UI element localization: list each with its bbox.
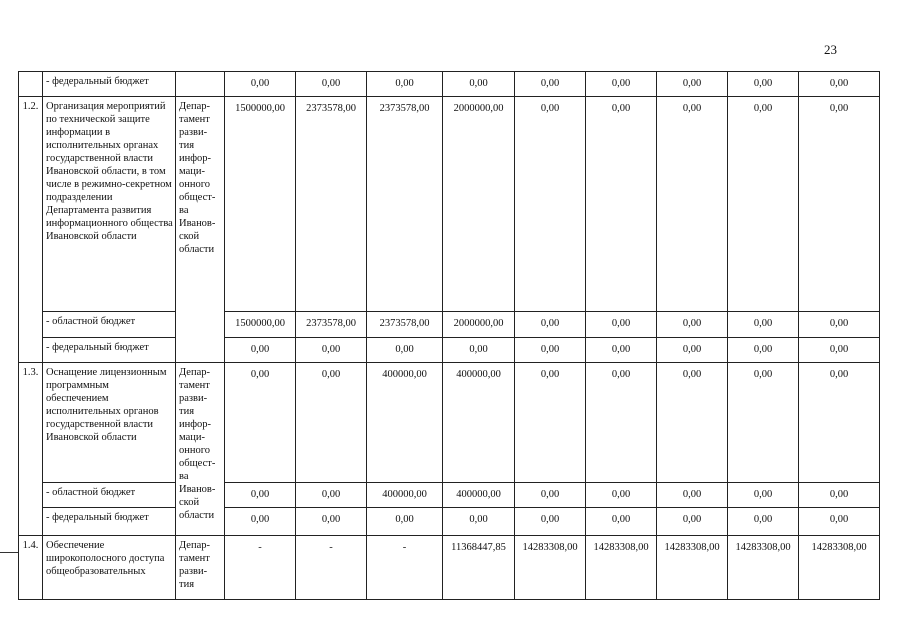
value-cell: 400000,00 xyxy=(443,483,515,508)
value-cell: 0,00 xyxy=(225,363,296,483)
value-cell: 1500000,00 xyxy=(225,97,296,312)
row-responsible xyxy=(176,72,225,97)
value-cell: 0,00 xyxy=(443,338,515,363)
budget-table xyxy=(18,71,880,600)
value-cell: 0,00 xyxy=(728,363,799,483)
value-cell: 2373578,00 xyxy=(367,97,443,312)
value-cell: 400000,00 xyxy=(443,363,515,483)
value-cell: 0,00 xyxy=(367,72,443,97)
value-cell: 0,00 xyxy=(515,508,586,536)
value-cell: 14283308,00 xyxy=(728,536,799,600)
value-cell: 0,00 xyxy=(728,508,799,536)
value-cell: - xyxy=(367,536,443,600)
value-cell: 0,00 xyxy=(443,72,515,97)
row-index: 1.3. xyxy=(19,363,43,536)
row-name: - федеральный бюджет xyxy=(43,508,176,536)
table-row xyxy=(19,72,880,97)
value-cell: 2373578,00 xyxy=(367,312,443,338)
row-name: - федеральный бюджет xyxy=(43,72,176,97)
value-cell: 0,00 xyxy=(657,312,728,338)
value-cell: 0,00 xyxy=(657,97,728,312)
value-cell: 0,00 xyxy=(586,97,657,312)
row-name: Обеспечение широкополосного доступа общеобразовательных xyxy=(43,536,176,600)
table-row xyxy=(19,483,880,508)
value-cell: 0,00 xyxy=(515,483,586,508)
table-row xyxy=(19,536,880,600)
page-number: 23 xyxy=(824,42,837,57)
value-cell: 0,00 xyxy=(586,508,657,536)
value-cell: 2000000,00 xyxy=(443,97,515,312)
value-cell: 0,00 xyxy=(799,72,880,97)
value-cell: 0,00 xyxy=(586,483,657,508)
row-responsible: Депар-тамент разви-тия xyxy=(176,536,225,600)
row-name: Организация мероприятий по технической защите информации в исполнительных органах государственной власти Ивановской области, в том числе в режимно-секретном подразделении Департамента развития информационного общества Ивановской области xyxy=(43,97,176,312)
value-cell: - xyxy=(225,536,296,600)
value-cell: 400000,00 xyxy=(367,363,443,483)
value-cell: 0,00 xyxy=(296,508,367,536)
value-cell: 400000,00 xyxy=(367,483,443,508)
value-cell: 2000000,00 xyxy=(443,312,515,338)
value-cell: 0,00 xyxy=(586,312,657,338)
table-row xyxy=(19,363,880,483)
table-row xyxy=(19,338,880,363)
value-cell: 0,00 xyxy=(799,363,880,483)
row-index: 1.4. xyxy=(19,536,43,600)
value-cell: - xyxy=(296,536,367,600)
value-cell: 0,00 xyxy=(515,312,586,338)
row-responsible: Депар-тамент разви-тия инфор-маци-онного общест-ва Иванов-ской области xyxy=(176,363,225,536)
value-cell: 0,00 xyxy=(586,338,657,363)
value-cell: 0,00 xyxy=(225,508,296,536)
value-cell: 0,00 xyxy=(799,312,880,338)
value-cell: 0,00 xyxy=(367,338,443,363)
row-name: - областной бюджет xyxy=(43,483,176,508)
table-row xyxy=(19,312,880,338)
value-cell: 0,00 xyxy=(586,363,657,483)
row-name: Оснащение лицензионным программным обеспечением исполнительных органов государственной власти Ивановской области xyxy=(43,363,176,483)
value-cell: 0,00 xyxy=(799,338,880,363)
value-cell: 14283308,00 xyxy=(799,536,880,600)
value-cell: 14283308,00 xyxy=(515,536,586,600)
value-cell: 0,00 xyxy=(296,72,367,97)
value-cell: 0,00 xyxy=(657,338,728,363)
value-cell: 1500000,00 xyxy=(225,312,296,338)
row-name: - областной бюджет xyxy=(43,312,176,338)
value-cell: 11368447,85 xyxy=(443,536,515,600)
value-cell: 0,00 xyxy=(225,483,296,508)
value-cell: 0,00 xyxy=(657,363,728,483)
value-cell: 0,00 xyxy=(586,72,657,97)
row-name: - федеральный бюджет xyxy=(43,338,176,363)
value-cell: 0,00 xyxy=(799,508,880,536)
row-index xyxy=(19,72,43,97)
value-cell: 0,00 xyxy=(296,483,367,508)
value-cell: 0,00 xyxy=(296,338,367,363)
value-cell: 0,00 xyxy=(225,338,296,363)
value-cell: 0,00 xyxy=(296,363,367,483)
value-cell: 0,00 xyxy=(367,508,443,536)
value-cell: 2373578,00 xyxy=(296,97,367,312)
value-cell: 14283308,00 xyxy=(657,536,728,600)
value-cell: 0,00 xyxy=(728,72,799,97)
value-cell: 2373578,00 xyxy=(296,312,367,338)
value-cell: 0,00 xyxy=(728,483,799,508)
table-row xyxy=(19,97,880,312)
value-cell: 0,00 xyxy=(657,483,728,508)
value-cell: 0,00 xyxy=(728,97,799,312)
value-cell: 0,00 xyxy=(728,338,799,363)
value-cell: 0,00 xyxy=(728,312,799,338)
value-cell: 0,00 xyxy=(225,72,296,97)
value-cell: 0,00 xyxy=(515,338,586,363)
value-cell: 14283308,00 xyxy=(586,536,657,600)
table-row xyxy=(19,508,880,536)
value-cell: 0,00 xyxy=(515,97,586,312)
row-index: 1.2. xyxy=(19,97,43,363)
value-cell: 0,00 xyxy=(657,508,728,536)
value-cell: 0,00 xyxy=(443,508,515,536)
row-responsible: Депар-тамент разви-тия инфор-маци-онного общест-ва Иванов-ской области xyxy=(176,97,225,363)
margin-rule xyxy=(0,552,18,553)
value-cell: 0,00 xyxy=(515,363,586,483)
value-cell: 0,00 xyxy=(657,72,728,97)
value-cell: 0,00 xyxy=(515,72,586,97)
value-cell: 0,00 xyxy=(799,483,880,508)
value-cell: 0,00 xyxy=(799,97,880,312)
